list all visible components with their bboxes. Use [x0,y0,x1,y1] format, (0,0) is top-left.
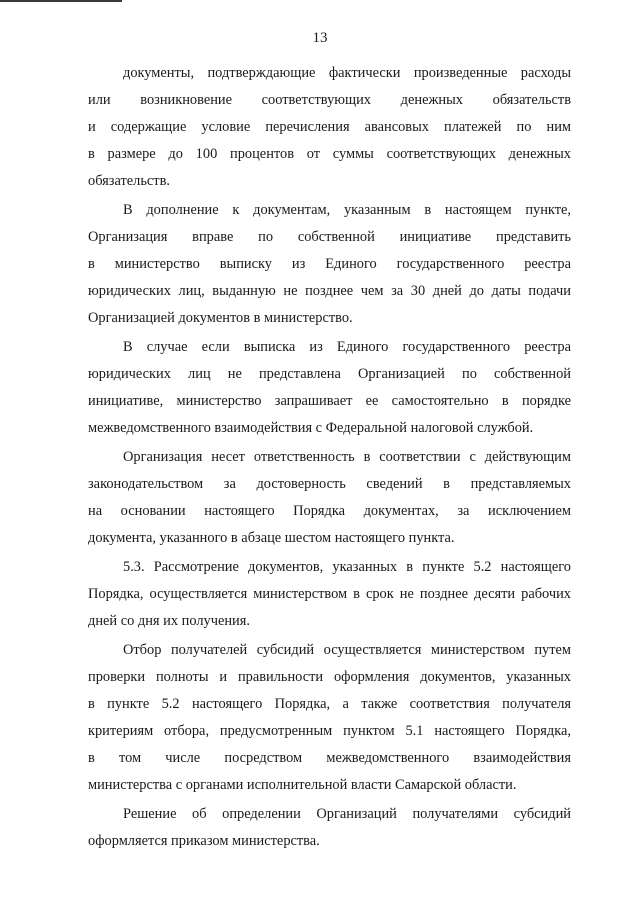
text-line: проверки полноты и правильности оформления документов, указанных [88,669,571,685]
text-line: оформляется приказом министерства. [88,833,320,849]
paragraph [88,637,571,799]
text-line: Отбор получателей субсидий осуществляется министерством путем [123,642,571,658]
text-line: В случае если выписка из Единого государственного реестра [123,339,571,355]
paragraph [88,554,571,635]
text-line: дней со дня их получения. [88,613,250,629]
text-line: Организацией документов в министерство. [88,310,353,326]
text-line: министерства с органами исполнительной власти Самарской области. [88,777,517,793]
top-rule [0,0,122,2]
paragraph [88,197,571,332]
text-line: Организация несет ответственность в соответствии с действующим [123,449,571,465]
text-line: юридических лиц, выданную не позднее чем за 30 дней до даты подачи [88,283,571,299]
text-line: Порядка, осуществляется министерством в срок не позднее десяти рабочих [88,586,571,602]
text-line: Организация вправе по собственной инициативе представить [88,229,571,245]
paragraph [88,334,571,442]
text-line: обязательств. [88,173,170,189]
paragraph [88,444,571,552]
text-line: межведомственного взаимодействия с Федеральной налоговой службой. [88,420,534,436]
text-line: документа, указанного в абзаце шестом настоящего пункта. [88,530,455,546]
text-line: Решение об определении Организаций получателями субсидий [123,806,571,822]
paragraph [88,801,571,855]
text-line: В дополнение к документам, указанным в настоящем пункте, [123,202,571,218]
text-line: инициативе, министерство запрашивает ее самостоятельно в порядке [88,393,571,409]
text-line: документы, подтверждающие фактически произведенные расходы [123,65,571,81]
text-line: законодательством за достоверность сведений в представляемых [88,476,571,492]
text-line: юридических лиц не представлена Организацией по собственной [88,366,571,382]
text-line: в пункте 5.2 настоящего Порядка, а также соответствия получателя [88,696,571,712]
page-number: 13 [312,30,328,46]
text-line: в том числе посредством межведомственного взаимодействия [88,750,571,766]
text-line: или возникновение соответствующих денежных обязательств [88,92,571,108]
text-line: критериям отбора, предусмотренным пунктом 5.1 настоящего Порядка, [88,723,571,739]
text-line: в размере до 100 процентов от суммы соответствующих денежных [88,146,571,162]
paragraph [88,60,571,195]
text-line: в министерство выписку из Единого государственного реестра [88,256,571,272]
text-line: 5.3. Рассмотрение документов, указанных в пункте 5.2 настоящего [123,559,571,575]
text-line: и содержащие условие перечисления авансовых платежей по ним [88,119,571,135]
document-body [88,60,571,857]
text-line: на основании настоящего Порядка документах, за исключением [88,503,571,519]
